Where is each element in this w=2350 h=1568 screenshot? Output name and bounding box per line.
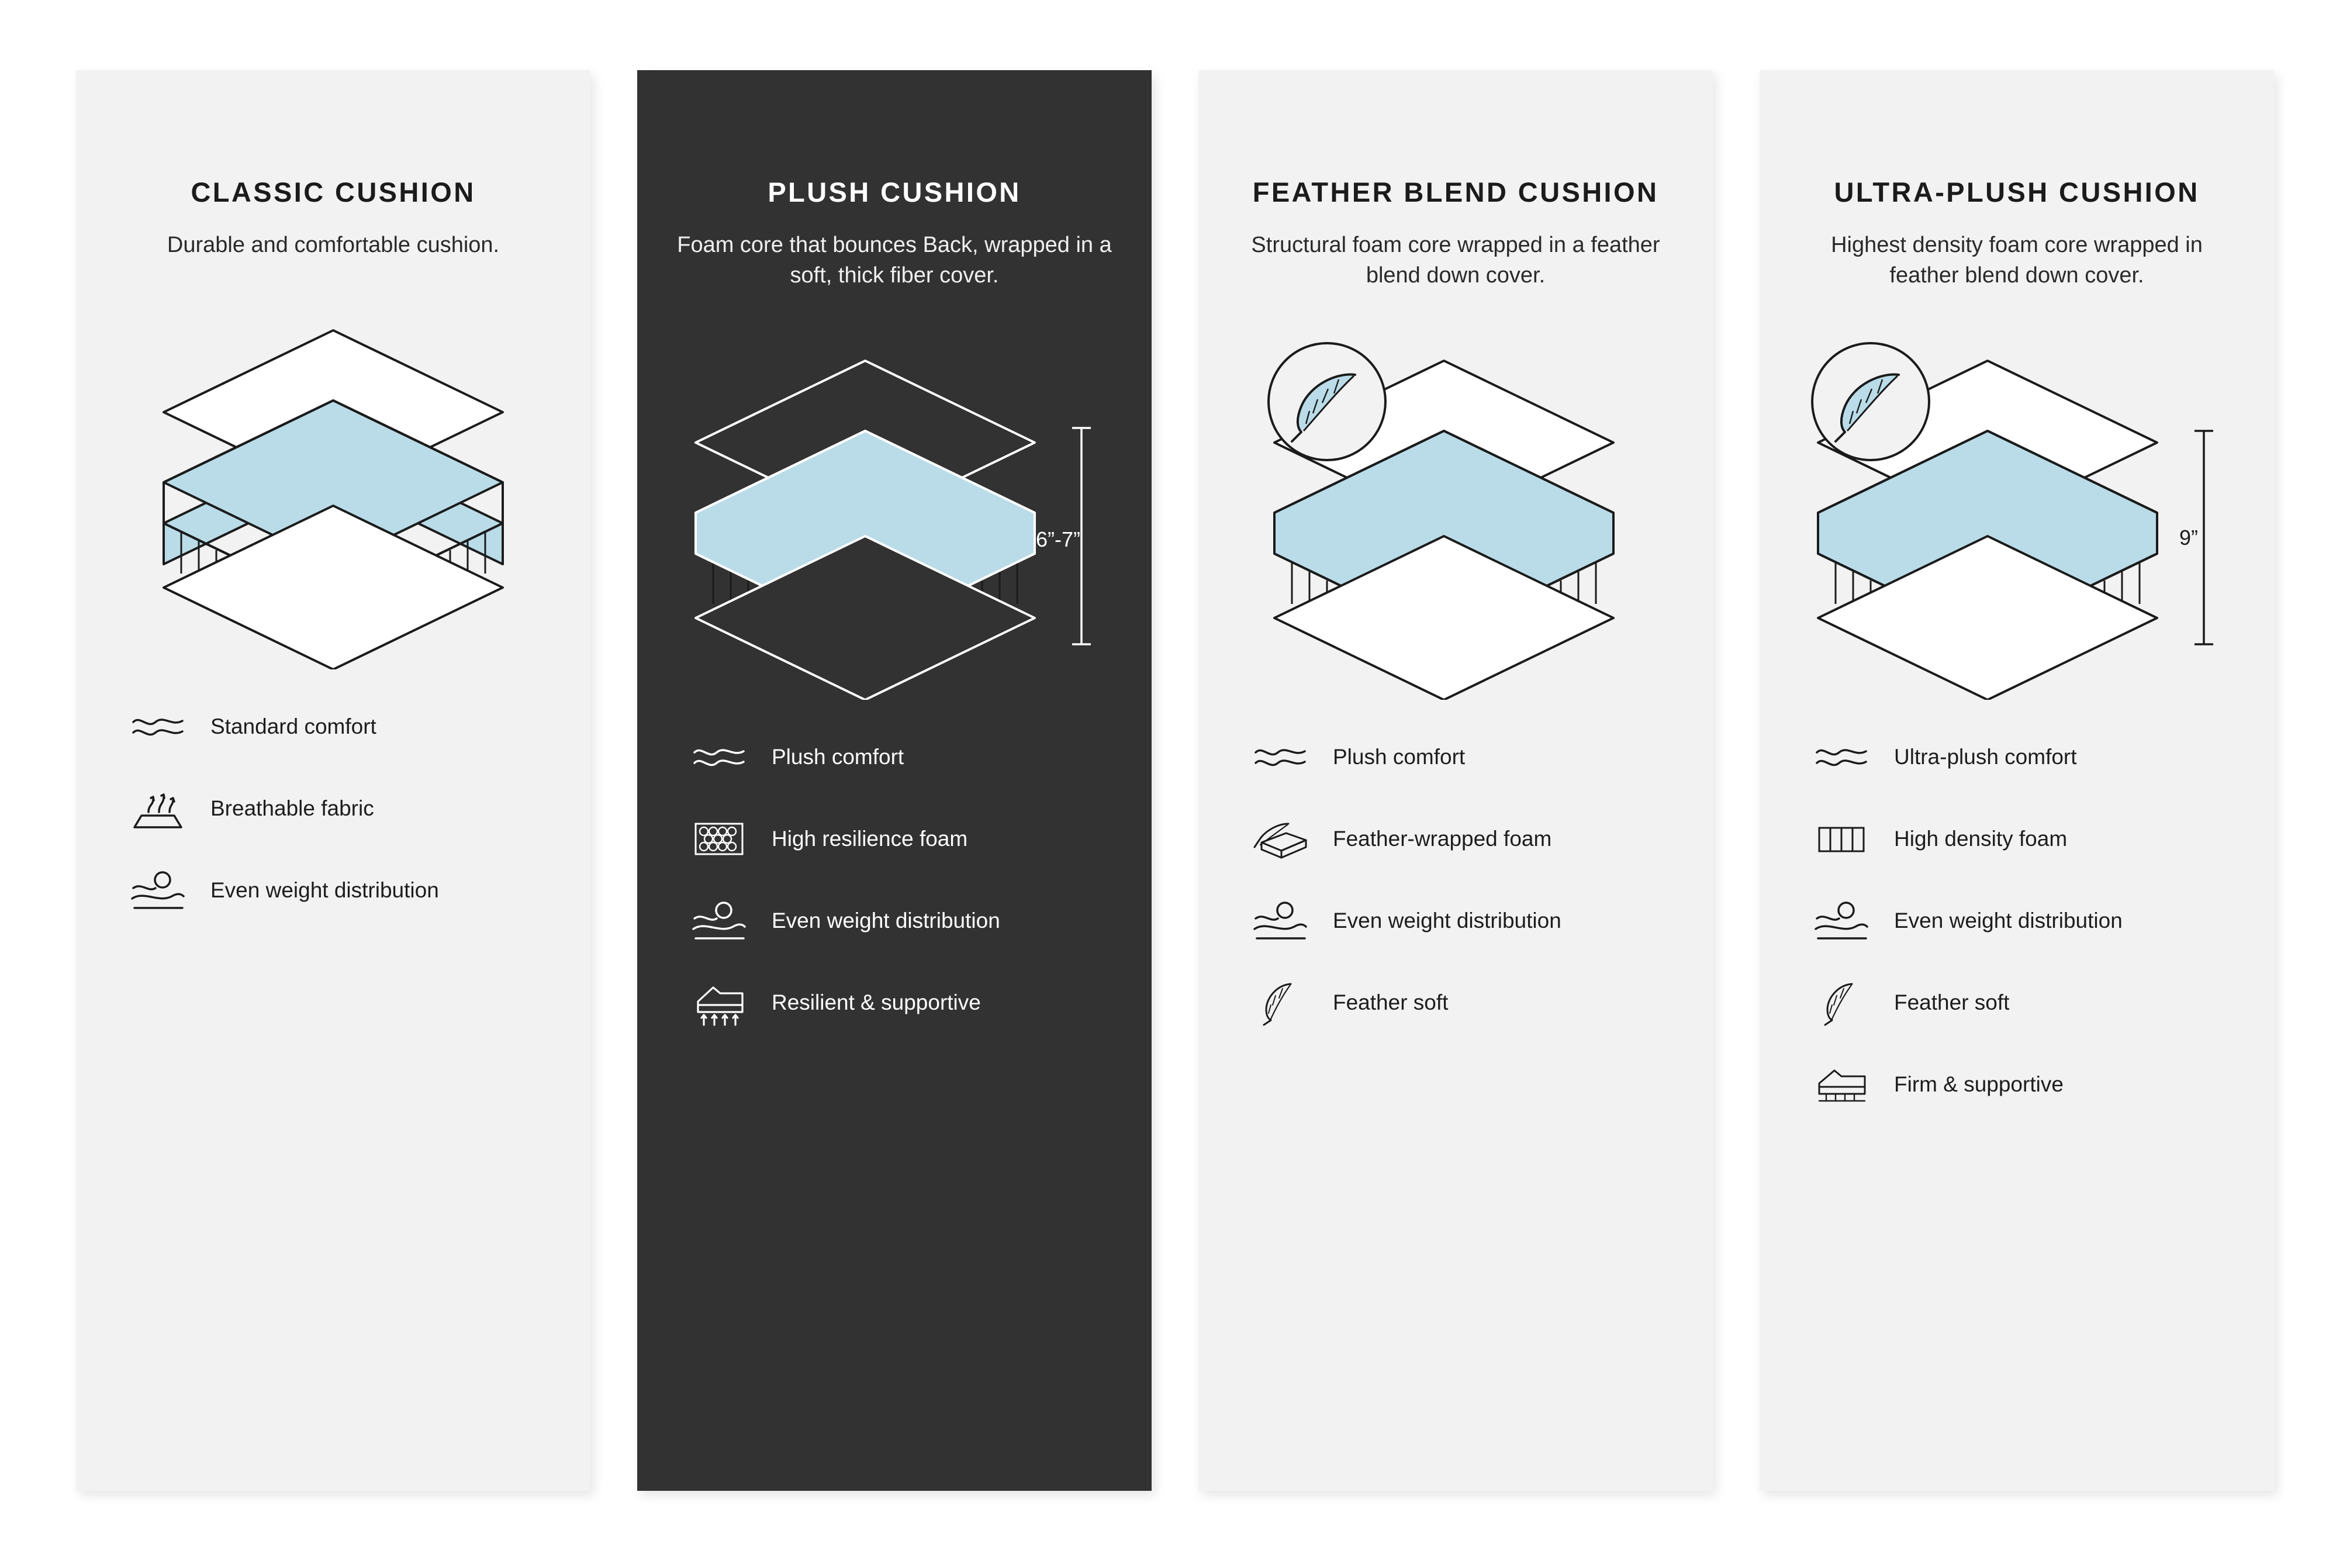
feather-icon	[1249, 975, 1312, 1031]
cushion-exploded-illustration	[109, 272, 558, 693]
feature-label: Breathable fabric	[210, 796, 374, 820]
feature-label: Firm & supportive	[1894, 1072, 2064, 1096]
feature-item	[1810, 1056, 2241, 1113]
high-density-foam-icon	[1810, 811, 1873, 867]
waves-icon	[1810, 729, 1873, 785]
even-weight-icon	[1810, 893, 1873, 949]
feature-item	[687, 893, 1119, 949]
feature-item	[687, 975, 1119, 1031]
waves-icon	[1249, 729, 1312, 785]
even-weight-icon	[126, 862, 189, 918]
feature-label: Plush comfort	[772, 744, 904, 769]
card-description: Durable and comfortable cushion.	[167, 233, 500, 258]
feature-label: High density foam	[1894, 826, 2068, 851]
feature-item	[1810, 893, 2241, 949]
feature-item	[1249, 811, 1680, 867]
card-title: FEATHER BLEND CUSHION	[1252, 177, 1659, 208]
feature-list	[109, 699, 558, 918]
feature-item	[1810, 975, 2241, 1031]
card-description: Foam core that bounces Back, wrapped in a soft, thick fiber cover.	[677, 233, 1112, 288]
feature-label: Feather soft	[1894, 990, 2010, 1014]
feature-item	[126, 862, 558, 918]
breathable-fabric-icon	[126, 780, 189, 837]
feature-item	[126, 780, 558, 837]
cushion-exploded-illustration	[1231, 302, 1680, 723]
feature-item	[1249, 975, 1680, 1031]
feature-label: High resilience foam	[772, 826, 968, 851]
feature-label: Ultra-plush comfort	[1894, 744, 2077, 769]
feather-wrapped-foam-icon	[1249, 811, 1312, 867]
feature-label: Standard comfort	[210, 714, 376, 738]
feature-item	[1810, 729, 2241, 785]
feather-badge	[1269, 343, 1385, 460]
feature-label: Resilient & supportive	[772, 990, 981, 1014]
feature-label: Even weight distribution	[1894, 908, 2123, 932]
feature-label: Feather-wrapped foam	[1333, 826, 1552, 851]
honeycomb-foam-icon	[687, 811, 751, 867]
feature-label: Even weight distribution	[210, 878, 439, 902]
feature-list	[670, 729, 1119, 1031]
feature-item	[1249, 729, 1680, 785]
card-ultra-plush-cushion	[1760, 70, 2274, 1491]
dimension-label: 6”-7”	[1035, 527, 1080, 552]
feather-icon	[1810, 975, 1873, 1031]
feather-badge	[1812, 343, 1929, 460]
even-weight-icon	[687, 893, 751, 949]
card-title: CLASSIC CUSHION	[191, 177, 476, 208]
firm-support-icon	[1810, 1056, 1873, 1113]
feature-item	[126, 699, 558, 755]
card-description: Highest density foam core wrapped in feather blend down cover.	[1831, 233, 2203, 288]
card-plush-cushion	[637, 70, 1152, 1491]
waves-icon	[126, 699, 189, 755]
feature-item	[687, 811, 1119, 867]
feature-label: Even weight distribution	[1333, 908, 1561, 932]
feature-item	[687, 729, 1119, 785]
card-description: Structural foam core wrapped in a feather blend down cover.	[1251, 233, 1660, 288]
resilient-support-icon	[687, 975, 751, 1031]
feature-label: Plush comfort	[1333, 744, 1466, 769]
cushion-exploded-illustration	[1792, 302, 2241, 723]
even-weight-icon	[1249, 893, 1312, 949]
card-classic-cushion	[76, 70, 590, 1491]
feature-label: Even weight distribution	[772, 908, 1000, 932]
card-title: PLUSH CUSHION	[768, 177, 1021, 208]
cushion-exploded-illustration	[670, 302, 1119, 723]
feature-item	[1810, 811, 2241, 867]
card-feather-blend-cushion	[1198, 70, 1713, 1491]
feature-list	[1792, 729, 2241, 1113]
dimension-label: 9”	[2179, 526, 2198, 550]
feature-item	[1249, 893, 1680, 949]
card-title: ULTRA-PLUSH CUSHION	[1834, 177, 2200, 208]
feature-label: Feather soft	[1333, 990, 1449, 1014]
waves-icon	[687, 729, 751, 785]
feature-list	[1231, 729, 1680, 1031]
